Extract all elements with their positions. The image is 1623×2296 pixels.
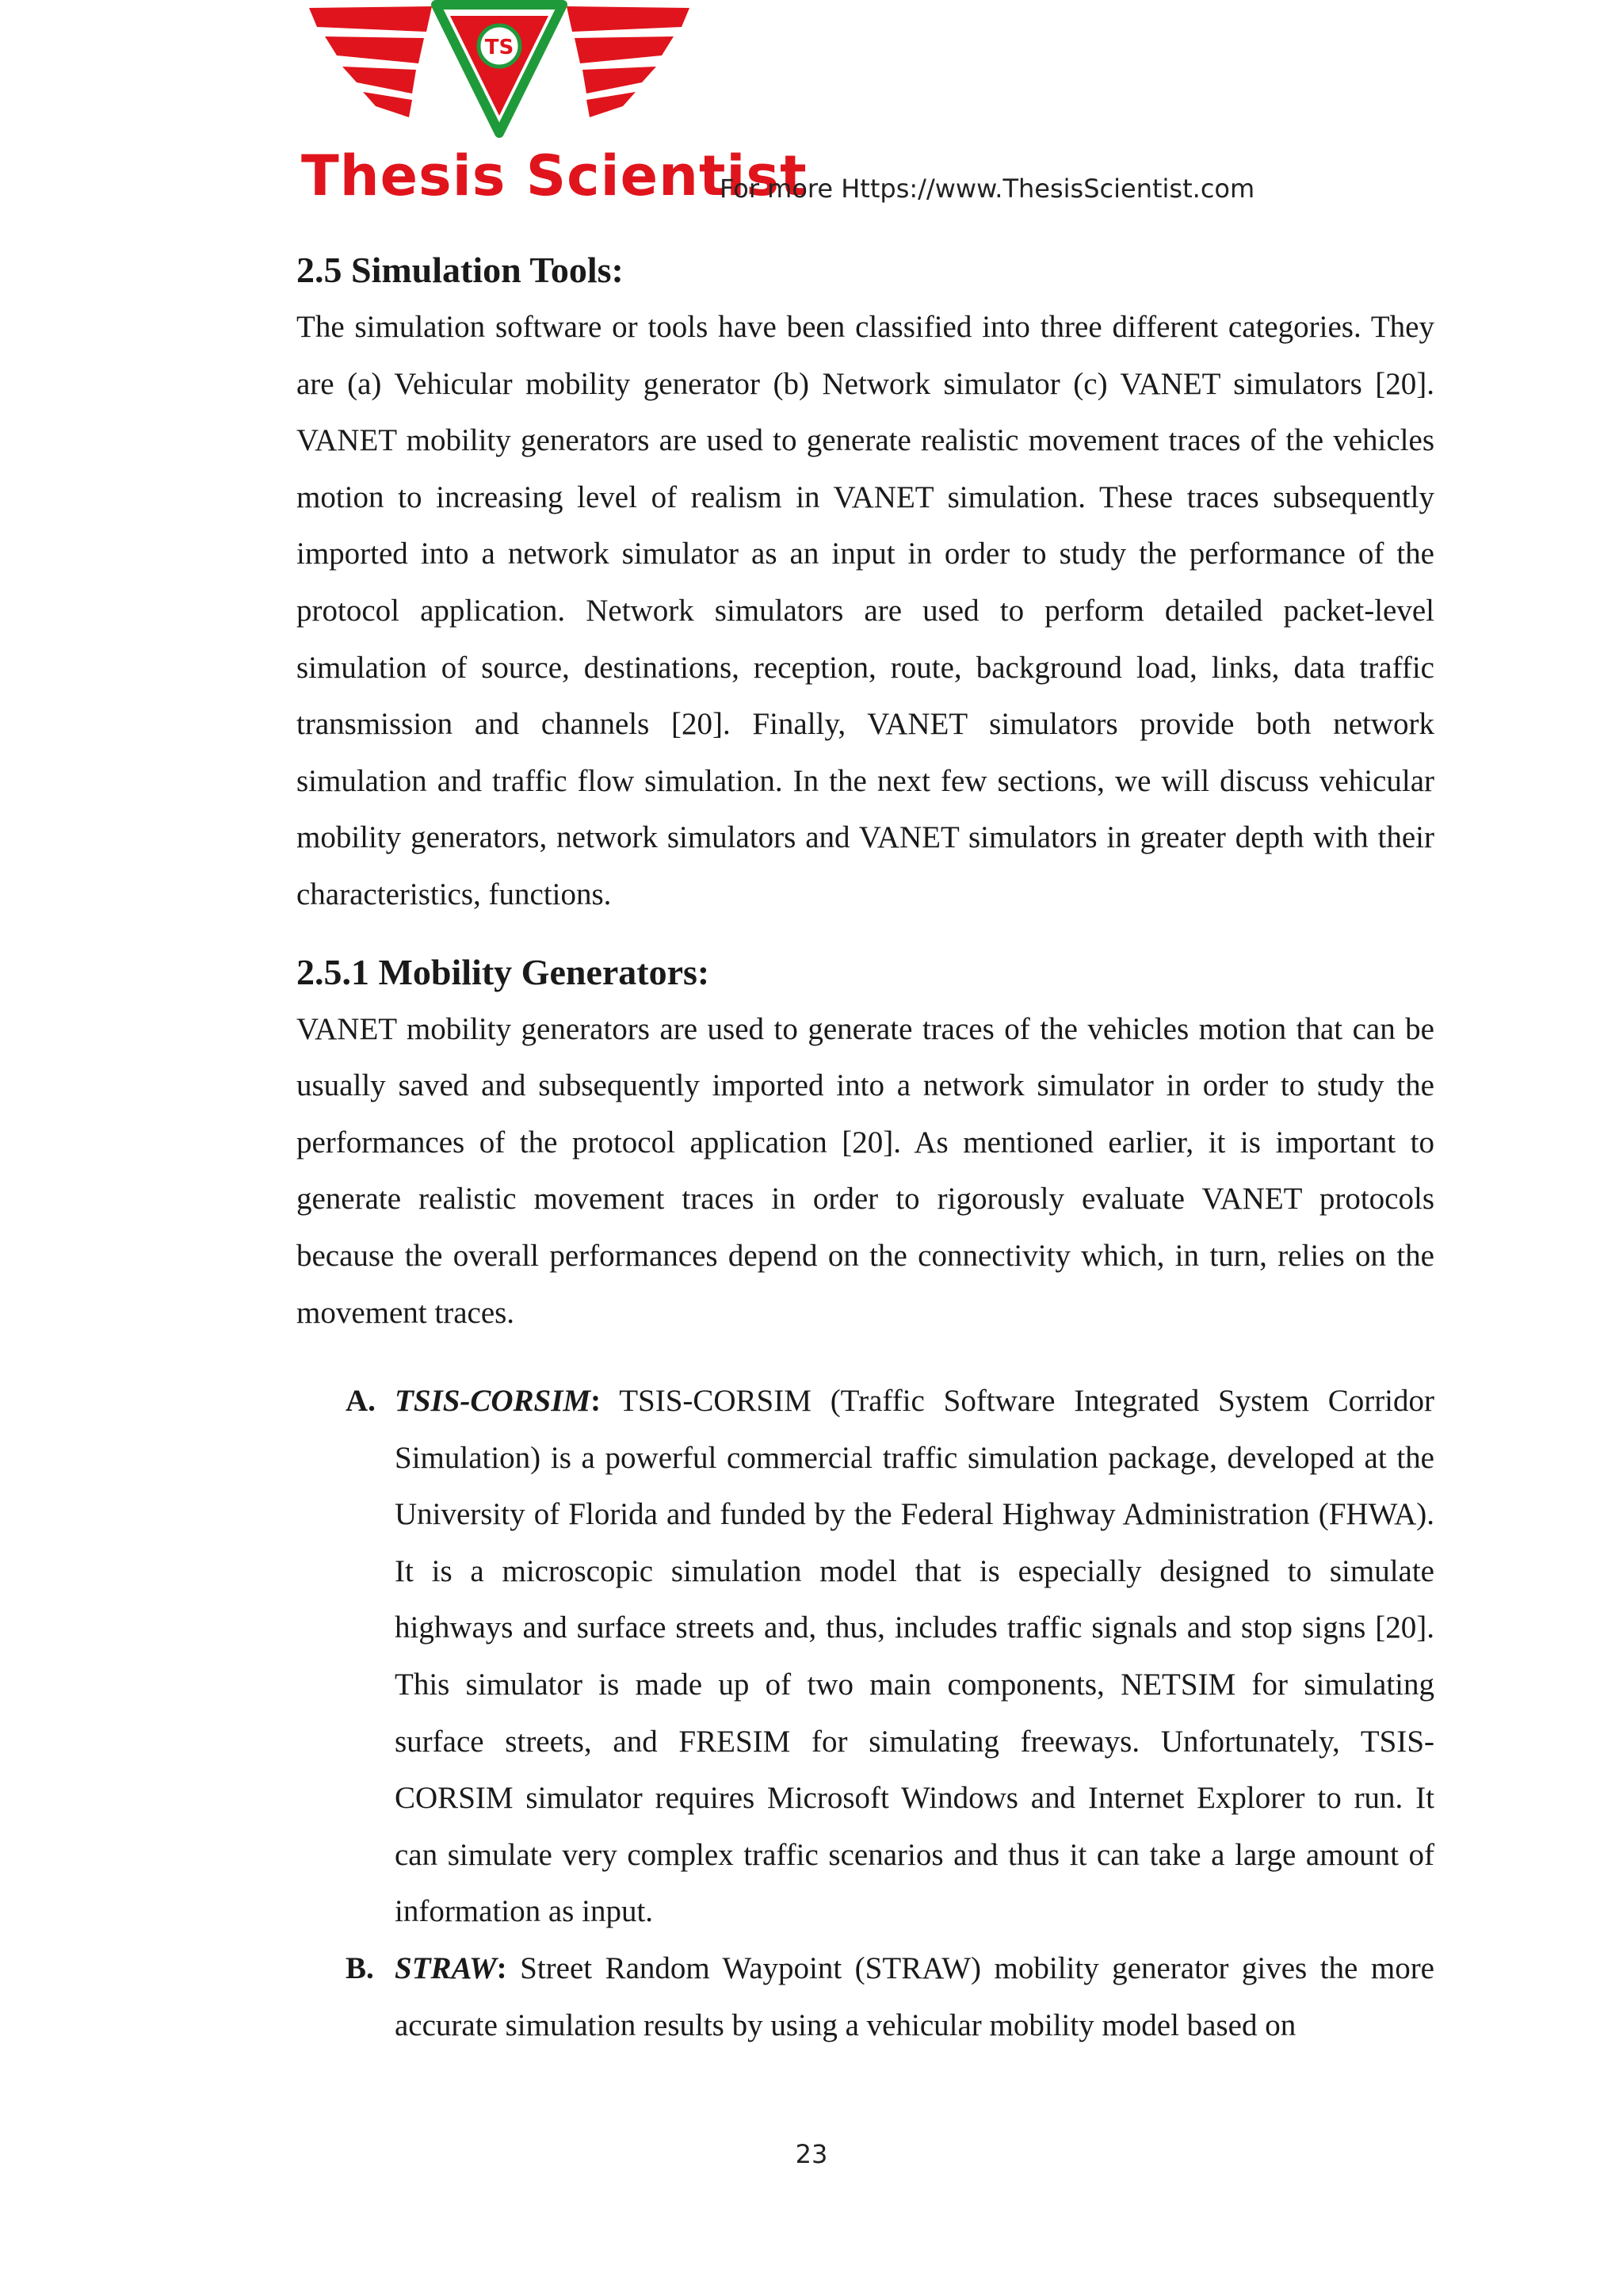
list-term: STRAW [395,1951,497,1986]
mobility-generator-list [296,1373,1434,2053]
list-item-text: Street Random Waypoint (STRAW) mobility generator gives the more accurate simulation results by using a vehicular mobility model based on [395,1951,1434,2042]
spacer [296,1341,1434,1373]
section-heading-simulation-tools: 2.5 Simulation Tools: [296,250,624,290]
paragraph-simulation-tools: The simulation software or tools have been classified into three different categories. They are (a) Vehicular mobility generator (b) Network simulator (c) VANET simulators [20]. VANET mobility generators are used to generate realistic movement traces of the vehicles motion to increasing level of realism in VANET simulation. These traces subsequently imported into a network simulator as an input in order to study the performance of the protocol application. Network simulators are used to perform detailed packet-level simulation of source, destinations, reception, route, background load, links, data traffic transmission and channels [20]. Finally, VANET simulators provide both network simulation and traffic flow simulation. In the next few sections, we will discuss vehicular mobility generators, network simulators and VANET simulators in greater depth with their characteristics, functions. [296,310,1434,911]
list-marker: A. [346,1384,376,1419]
list-term-colon: : [590,1384,601,1419]
list-item-text: TSIS-CORSIM (Traffic Software Integrated System Corridor Simulation) is a powerful commercial traffic simulation package, developed at the University of Florida and funded by the Federal Highway Administration (FHWA). It is a microscopic simulation model that is especially designed to simulate highways and surface streets and, thus, includes traffic signals and stop signs [20]. This simulator is made up of two main components, NETSIM for simulating surface streets, and FRESIM for simulating freeways. Unfortunately, TSIS-CORSIM simulator requires Microsoft Windows and Internet Explorer to run. It can simulate very complex traffic scenarios and thus it can take a large amount of information as input. [395,1384,1434,1929]
website-link[interactable]: For more Https://www.ThesisScientist.com [720,174,1255,204]
document-body [296,242,1434,2053]
list-marker: B. [346,1951,374,1986]
list-item-straw [296,1940,1434,2053]
list-term-colon: : [496,1951,507,1986]
section-heading-mobility-generators: 2.5.1 Mobility Generators: [296,951,710,992]
spacer [296,923,1434,944]
svg-text:TS: TS [484,36,514,59]
winged-triangle-logo-icon [293,0,705,159]
list-item-tsis-corsim [296,1373,1434,1940]
brand-name: Thesis Scientist [301,143,808,208]
paragraph-mobility-generators: VANET mobility generators are used to generate traces of the vehicles motion that can be usually saved and subsequently imported into a network simulator in order to study the performances of the protocol application [20]. As mentioned earlier, it is important to generate realistic movement traces in order to rigorously evaluate VANET protocols because the overall performances depend on the connectivity which, in turn, relies on the movement traces. [296,1011,1434,1330]
page-number: 23 [795,2139,828,2169]
list-term: TSIS-CORSIM [395,1384,591,1419]
thesis-scientist-logo [293,0,705,159]
